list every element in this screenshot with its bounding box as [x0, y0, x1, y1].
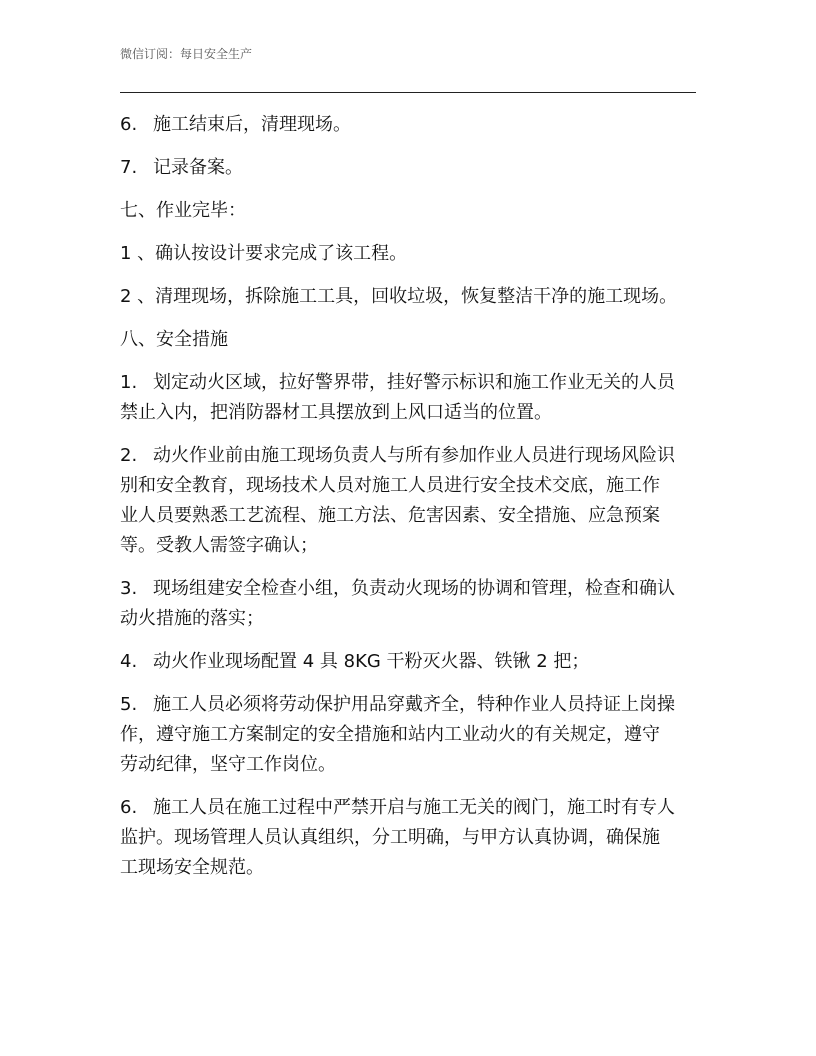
- paragraph: [120, 153, 700, 183]
- line-text: 2 、清理现场，拆除施工工具，回收垃圾，恢复整洁干净的施工现场。: [120, 286, 678, 307]
- line-text: 工现场安全规范。: [120, 857, 264, 878]
- text-line: [120, 153, 700, 183]
- text-line: [120, 793, 700, 823]
- document-body: [120, 110, 700, 896]
- paragraph: [120, 110, 700, 140]
- list-number: 5.: [120, 694, 138, 715]
- line-text: 等。受教人需签字确认；: [120, 535, 318, 556]
- line-text: 动火作业现场配置 4 具 8KG 干粉灭火器、铁锹 2 把；: [153, 651, 590, 672]
- paragraph: [120, 325, 700, 355]
- list-number: 6.: [120, 797, 138, 818]
- line-text: 动火措施的落实；: [120, 608, 264, 629]
- text-line: [120, 110, 700, 140]
- line-text: 划定动火区域，拉好警界带，挂好警示标识和施工作业无关的人员: [153, 372, 675, 393]
- list-number: 1.: [120, 372, 138, 393]
- text-line: [120, 501, 700, 531]
- list-number: 7.: [120, 157, 138, 178]
- list-number: 4.: [120, 651, 138, 672]
- paragraph: [120, 441, 700, 561]
- paragraph: [120, 647, 700, 677]
- text-line: [120, 398, 700, 428]
- text-line: [120, 690, 700, 720]
- line-text: 作，遵守施工方案制定的安全措施和站内工业动火的有关规定，遵守: [120, 724, 660, 745]
- text-line: [120, 368, 700, 398]
- text-line: [120, 325, 700, 355]
- text-line: [120, 853, 700, 883]
- line-text: 施工结束后，清理现场。: [153, 114, 351, 135]
- list-number: 2.: [120, 445, 138, 466]
- paragraph: [120, 196, 700, 226]
- paragraph: [120, 690, 700, 780]
- line-text: 记录备案。: [153, 157, 243, 178]
- text-line: [120, 750, 700, 780]
- list-number: 6.: [120, 114, 138, 135]
- text-line: [120, 196, 700, 226]
- line-text: 施工人员在施工过程中严禁开启与施工无关的阀门，施工时有专人: [153, 797, 675, 818]
- list-number: 3.: [120, 578, 138, 599]
- text-line: [120, 823, 700, 853]
- text-line: [120, 647, 700, 677]
- line-text: 禁止入内，把消防器材工具摆放到上风口适当的位置。: [120, 402, 552, 423]
- text-line: [120, 239, 700, 269]
- text-line: [120, 531, 700, 561]
- line-text: 1 、确认按设计要求完成了该工程。: [120, 243, 408, 264]
- paragraph: [120, 368, 700, 428]
- text-line: [120, 282, 700, 312]
- line-text: 八、安全措施: [120, 329, 228, 350]
- text-line: [120, 441, 700, 471]
- text-line: [120, 471, 700, 501]
- text-line: [120, 604, 700, 634]
- line-text: 监护。现场管理人员认真组织，分工明确，与甲方认真协调，确保施: [120, 827, 660, 848]
- line-text: 劳动纪律，坚守工作岗位。: [120, 754, 336, 775]
- line-text: 现场组建安全检查小组，负责动火现场的协调和管理，检查和确认: [153, 578, 675, 599]
- line-text: 动火作业前由施工现场负责人与所有参加作业人员进行现场风险识: [153, 445, 675, 466]
- line-text: 七、作业完毕：: [120, 200, 246, 221]
- page-header: 微信订阅：每日安全生产: [120, 47, 253, 61]
- text-line: [120, 574, 700, 604]
- line-text: 业人员要熟悉工艺流程、施工方法、危害因素、安全措施、应急预案: [120, 505, 660, 526]
- text-line: [120, 720, 700, 750]
- paragraph: [120, 239, 700, 269]
- paragraph: [120, 574, 700, 634]
- header-divider: [120, 92, 696, 93]
- paragraph: [120, 793, 700, 883]
- paragraph: [120, 282, 700, 312]
- line-text: 施工人员必须将劳动保护用品穿戴齐全，特种作业人员持证上岗操: [153, 694, 675, 715]
- line-text: 别和安全教育，现场技术人员对施工人员进行安全技术交底，施工作: [120, 475, 660, 496]
